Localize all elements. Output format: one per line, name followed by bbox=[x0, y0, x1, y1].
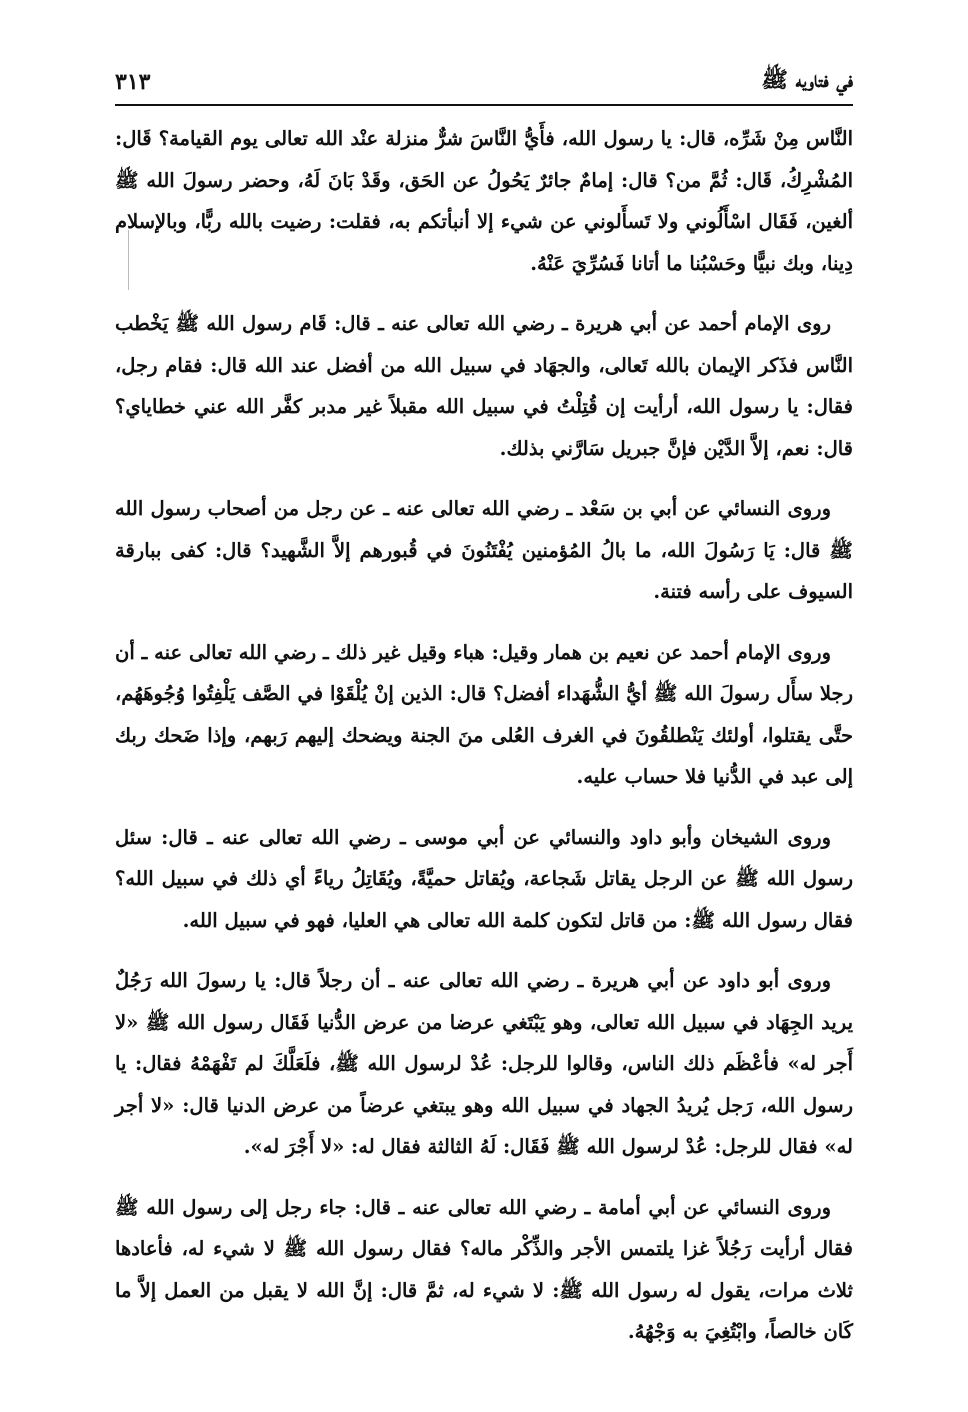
page-header bbox=[115, 60, 853, 106]
paragraph-3: وروى النسائي عن أبي بن سَعْد ـ رضي الله تعالى عنه ـ عن رجل من أصحاب رسول الله ﷺ قال: يَا رَسُولَ الله، ما بالُ المُؤمنين يُفْتَنُونَ في قُبورهم إلاَّ الشَّهيد؟ قال: كفى ببارقة السيوف على رأسه فتنة. bbox=[115, 497, 853, 603]
page-number: ٣١٣ bbox=[115, 69, 151, 95]
paragraph-5: وروى الشيخان وأبو داود والنسائي عن أبي موسى ـ رضي الله تعالى عنه ـ قال: سئل رسول الله ﷺ عن الرجل يقاتل شَجاعة، ويُقاتل حميَّةً، ويُقَاتِلُ رياءً أي ذلك في سبيل الله؟ فقال رسول الله ﷺ: من قاتل لتكون كلمة الله تعالى هي العليا، فهو في سبيل الله. bbox=[115, 825, 853, 932]
paragraph-4: وروى الإمام أحمد عن نعيم بن همار وقيل: هباء وقيل غير ذلك ـ رضي الله تعالى عنه ـ أن رجلا سأَل رسولَ الله ﷺ أيُّ الشُّهَداء أفضل؟ قال: الذين إنْ يُلْقَوْا في الصَّف يَلْفِتُوا وُجُوهَهُم، حتَّى يقتلوا، أولئك يَنْطلقُونَ في الغرف العُلى منَ الجنة ويضحك إليهم رَبهم، وإذا ضَحك ربك إلى عبد في الدُّنيا فلا حساب عليه. bbox=[115, 640, 853, 788]
paragraph-7: وروى النسائي عن أبي أمامة ـ رضي الله تعالى عنه ـ قال: جاء رجل إلى رسول الله ﷺ فقال أرأيت رَجُلاً غزا يلتمس الأجر والذِّكْر ماله؟ فقال رسول الله ﷺ لا شيء له، فأعادها ثلاث مرات، يقول له رسول الله ﷺ: لا شيء له، ثمَّ قال: إنَّ الله لا يقبل من العمل إلاَّ ما كَان خالصاً، وابْتُغِيَ به وَجْهُهُ. bbox=[115, 1195, 853, 1343]
paragraph-1: النَّاس مِنْ شَرِّه، قال: يا رسول الله، فأَيُّ النَّاسَ شرٌّ منزلة عنْد الله تعالى يوم القيامة؟ قَال: المُشْرِكُ، قَال: ثُمَّ من؟ قال: إمامٌ جائرٌ يَحُولُ عن الحَق، وقَدْ بَانَ لَهُ، وحضر رسولَ الله ﷺ ألغين، فَقَال اسْأَلُوني ولا تَسأَلوني عن شيء إلا أنبأتكم به، فقلت: رضيت بالله ربًّا، وبالإسلام دِينا، وبك نبيًّا وحَسْبُنا ما أتانا فَسُرِّيَ عَنْهُ. bbox=[115, 127, 853, 275]
paragraph-6: وروى أبو داود عن أبي هريرة ـ رضي الله تعالى عنه ـ أن رجلاً قال: يا رسولَ الله رَجُلٌ يريد الجِهَاد في سبيل الله تعالى، وهو يَبْتَغي عرضا من عرض الدُّنيا فَقَال رسول الله ﷺ «لا أَجر له» فأعْظَم ذلك الناس، وقالوا للرجل: عُدْ لرسول الله ﷺ، فلَعَلَّكَ لم تَفْهَمْهُ فقال: يا رسول الله، رَجل يُريدُ الجهاد في سبيل الله وهو يبتغي عرضاً من عرض الدنيا قال: «لا أجر له» فقال للرجل: عُدْ لرسول الله ﷺ فَقَال: لَهُ الثالثة فقال له: «لا أَجْرَ له». bbox=[115, 969, 853, 1158]
page-body bbox=[115, 118, 853, 1372]
paragraph-2: روى الإمام أحمد عن أبي هريرة ـ رضي الله تعالى عنه ـ قال: قَام رسول الله ﷺ يَخْطب النَّاس فذَكر الإيمان بالله تَعالى، والجهَاد في سبيل الله من أفضل عند الله قال: فقام رجل، فقال: يا رسول الله، أرأيت إن قُتِلْتُ في سبيل الله مقبلاً غير مدبر كفَّر الله عني خطاياي؟ قال: نعم، إلاَّ الدَّيْن فإنَّ جبريل سَارَّني بذلك. bbox=[115, 312, 853, 460]
running-head: في فتاويه ﷺ bbox=[761, 67, 853, 93]
